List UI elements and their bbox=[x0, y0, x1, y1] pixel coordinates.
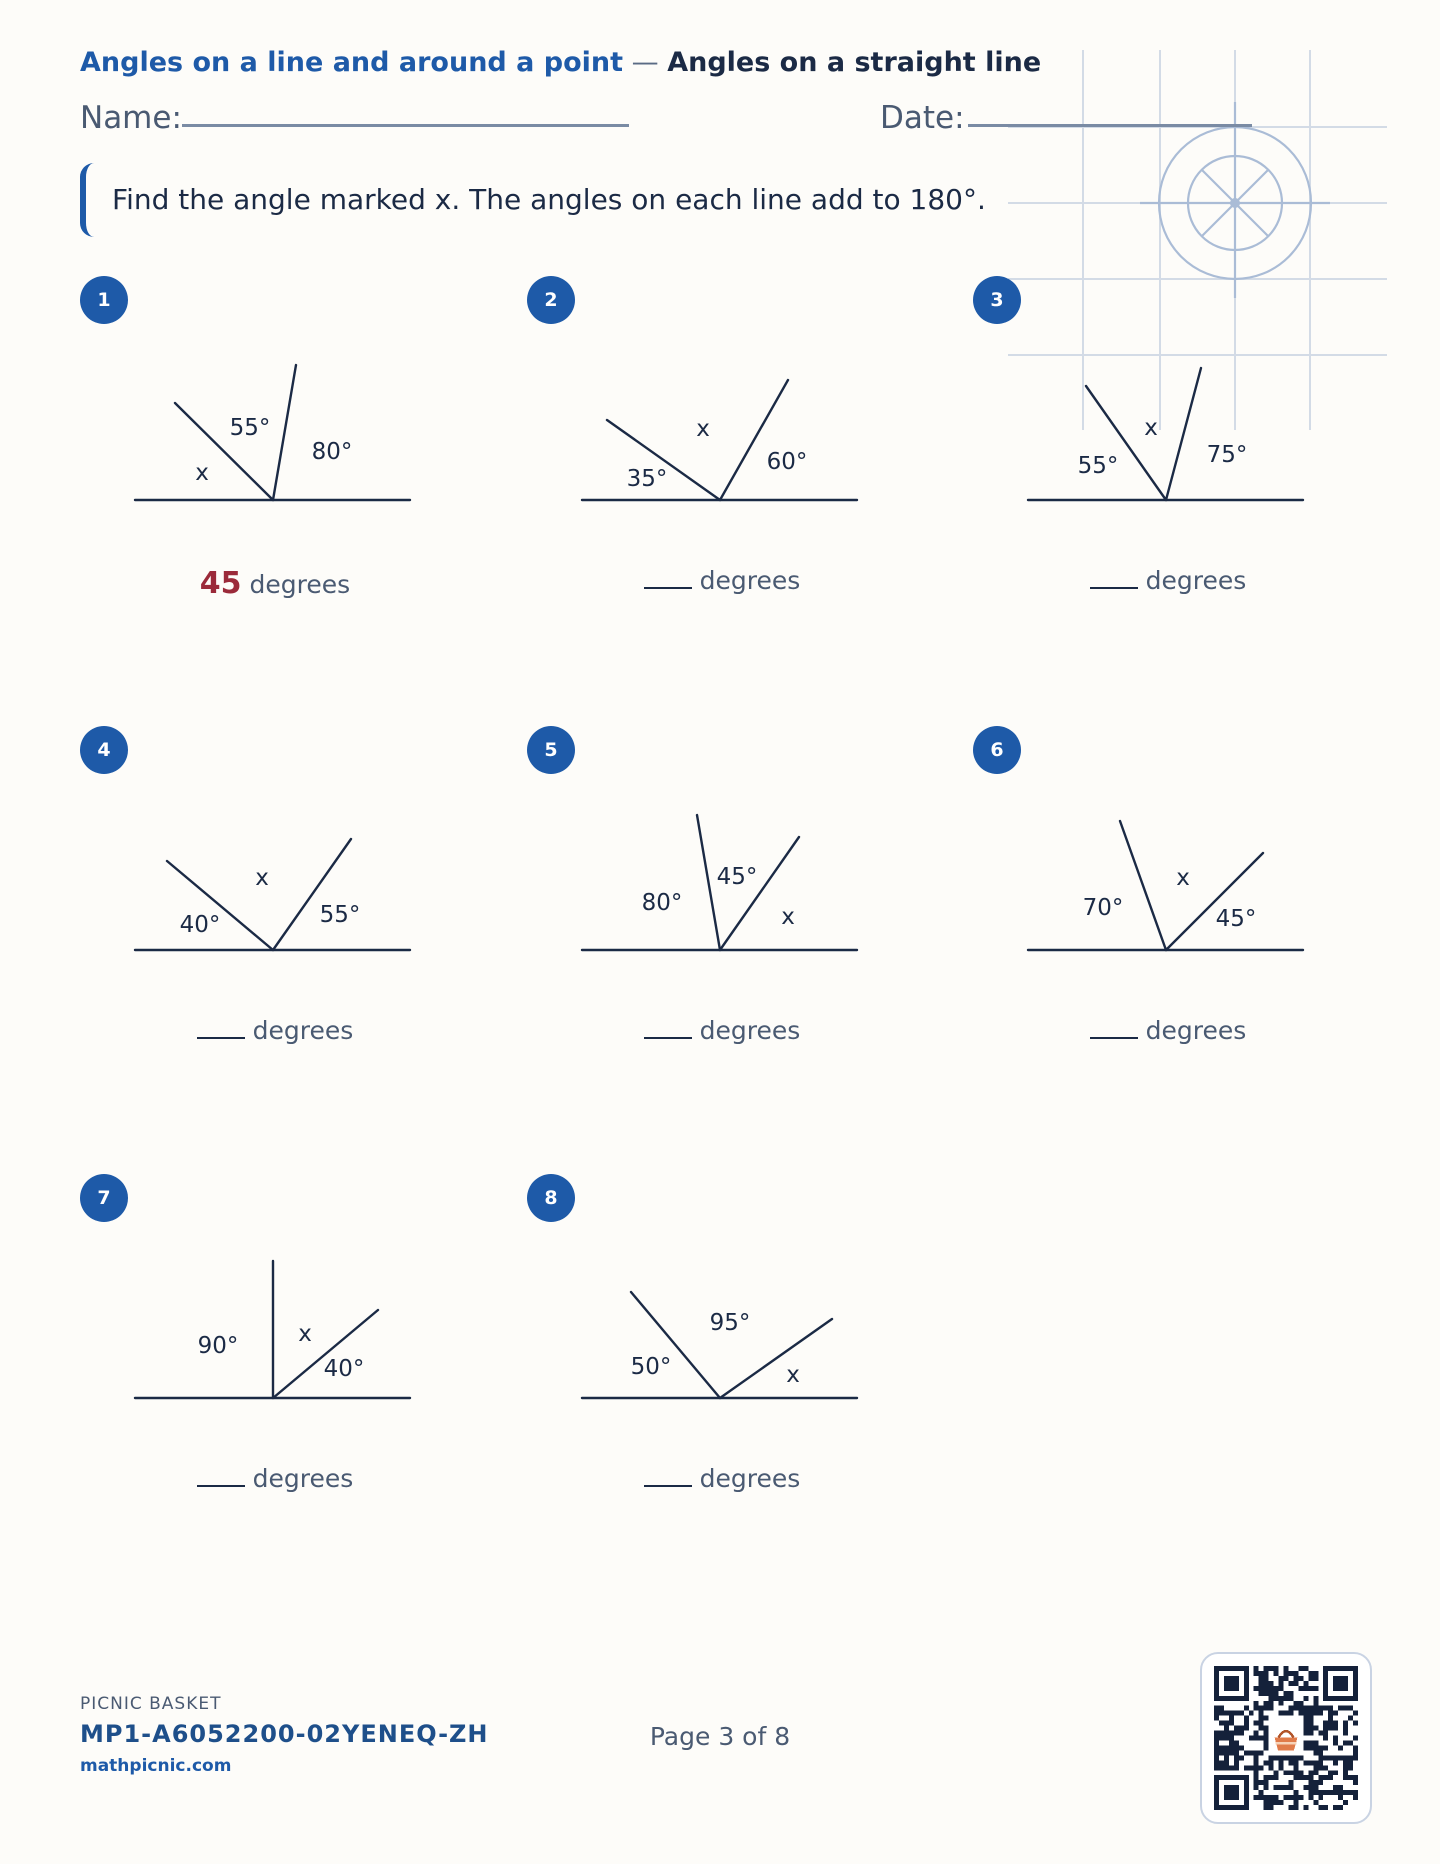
angle-label: x bbox=[786, 1362, 800, 1388]
problem-number: 8 bbox=[527, 1174, 575, 1222]
answer-line[interactable] bbox=[80, 566, 470, 601]
answer-line[interactable] bbox=[527, 1464, 917, 1493]
problem-number: 1 bbox=[80, 276, 128, 324]
problem-number: 4 bbox=[80, 726, 128, 774]
angle-diagram bbox=[527, 726, 917, 986]
problem-2 bbox=[527, 276, 917, 696]
answer-line[interactable] bbox=[527, 566, 917, 595]
angle-diagram bbox=[80, 1174, 470, 1434]
answer-unit: degrees bbox=[252, 1016, 354, 1045]
qr-code-icon bbox=[1214, 1666, 1358, 1810]
answer-line[interactable] bbox=[80, 1016, 470, 1045]
answer-unit: degrees bbox=[699, 1464, 801, 1493]
angle-label: 80° bbox=[641, 890, 683, 916]
angle-diagram bbox=[527, 276, 917, 536]
angle-label: 70° bbox=[1082, 895, 1124, 921]
page-number: Page 3 of 8 bbox=[649, 1722, 791, 1751]
answer-unit: degrees bbox=[699, 1016, 801, 1045]
problem-number: 6 bbox=[973, 726, 1021, 774]
problem-4 bbox=[80, 726, 470, 1146]
instruction-box bbox=[80, 163, 986, 237]
problem-8 bbox=[527, 1174, 917, 1594]
angle-label: x bbox=[696, 416, 710, 442]
angle-label: 50° bbox=[630, 1354, 672, 1380]
answer-unit: degrees bbox=[699, 566, 801, 595]
problem-1 bbox=[80, 276, 470, 696]
angle-label: x bbox=[1144, 415, 1158, 441]
answer-blank[interactable] bbox=[197, 1485, 245, 1487]
answer-line[interactable] bbox=[973, 566, 1363, 595]
page-title bbox=[80, 47, 1041, 78]
angle-label: x bbox=[195, 460, 209, 486]
problem-7 bbox=[80, 1174, 470, 1594]
date-label: Date: bbox=[880, 100, 965, 136]
footer-code: MP1-A6052200-02YENEQ-ZH bbox=[80, 1720, 489, 1748]
angle-label: 40° bbox=[179, 912, 221, 938]
angle-diagram bbox=[973, 726, 1363, 986]
angle-diagram bbox=[80, 726, 470, 986]
angle-label: 55° bbox=[1077, 453, 1119, 479]
angle-label: 35° bbox=[626, 466, 668, 492]
answer-unit: degrees bbox=[1145, 566, 1247, 595]
date-line[interactable] bbox=[968, 124, 1252, 127]
angle-label: 45° bbox=[1215, 906, 1257, 932]
instruction-brace bbox=[80, 163, 98, 237]
problem-number: 5 bbox=[527, 726, 575, 774]
answer-line[interactable] bbox=[527, 1016, 917, 1045]
answer-blank[interactable] bbox=[1090, 587, 1138, 589]
answer-blank[interactable] bbox=[197, 1037, 245, 1039]
angle-label: 40° bbox=[323, 1356, 365, 1382]
angle-label: 55° bbox=[319, 902, 361, 928]
answer-value: 45 bbox=[199, 566, 242, 601]
answer-unit: degrees bbox=[1145, 1016, 1247, 1045]
name-line[interactable] bbox=[182, 124, 629, 127]
problem-5 bbox=[527, 726, 917, 1146]
angle-label: x bbox=[781, 904, 795, 930]
title-separator: — bbox=[623, 47, 668, 78]
angle-label: 75° bbox=[1206, 442, 1248, 468]
angle-label: 45° bbox=[716, 864, 758, 890]
footer-brand: PICNIC BASKET bbox=[80, 1694, 222, 1714]
angle-diagram bbox=[80, 276, 470, 536]
angle-label: x bbox=[1176, 865, 1190, 891]
problem-6 bbox=[973, 726, 1363, 1146]
qr-code bbox=[1200, 1652, 1372, 1824]
angle-label: x bbox=[255, 865, 269, 891]
answer-line[interactable] bbox=[80, 1464, 470, 1493]
name-label: Name: bbox=[80, 100, 182, 136]
angle-diagram bbox=[527, 1174, 917, 1434]
angle-label: 90° bbox=[197, 1333, 239, 1359]
title-topic: Angles on a line and around a point bbox=[80, 47, 624, 78]
angle-label: 80° bbox=[311, 439, 353, 465]
angle-label: x bbox=[298, 1321, 312, 1347]
problem-number: 7 bbox=[80, 1174, 128, 1222]
instruction-text: Find the angle marked x. The angles on each line add to 180°. bbox=[112, 183, 986, 216]
answer-line[interactable] bbox=[973, 1016, 1363, 1045]
footer-site-link[interactable]: mathpicnic.com bbox=[80, 1756, 232, 1776]
problem-3 bbox=[973, 276, 1363, 696]
answer-blank[interactable] bbox=[1090, 1037, 1138, 1039]
answer-unit: degrees bbox=[249, 570, 351, 599]
answer-blank[interactable] bbox=[644, 587, 692, 589]
answer-unit: degrees bbox=[252, 1464, 354, 1493]
angle-diagram bbox=[973, 276, 1363, 536]
problem-number: 2 bbox=[527, 276, 575, 324]
answer-blank[interactable] bbox=[644, 1485, 692, 1487]
angle-label: 95° bbox=[709, 1310, 751, 1336]
problem-number: 3 bbox=[973, 276, 1021, 324]
title-subtitle: Angles on a straight line bbox=[667, 47, 1042, 78]
angle-label: 55° bbox=[229, 415, 271, 441]
answer-blank[interactable] bbox=[644, 1037, 692, 1039]
angle-label: 60° bbox=[766, 449, 808, 475]
